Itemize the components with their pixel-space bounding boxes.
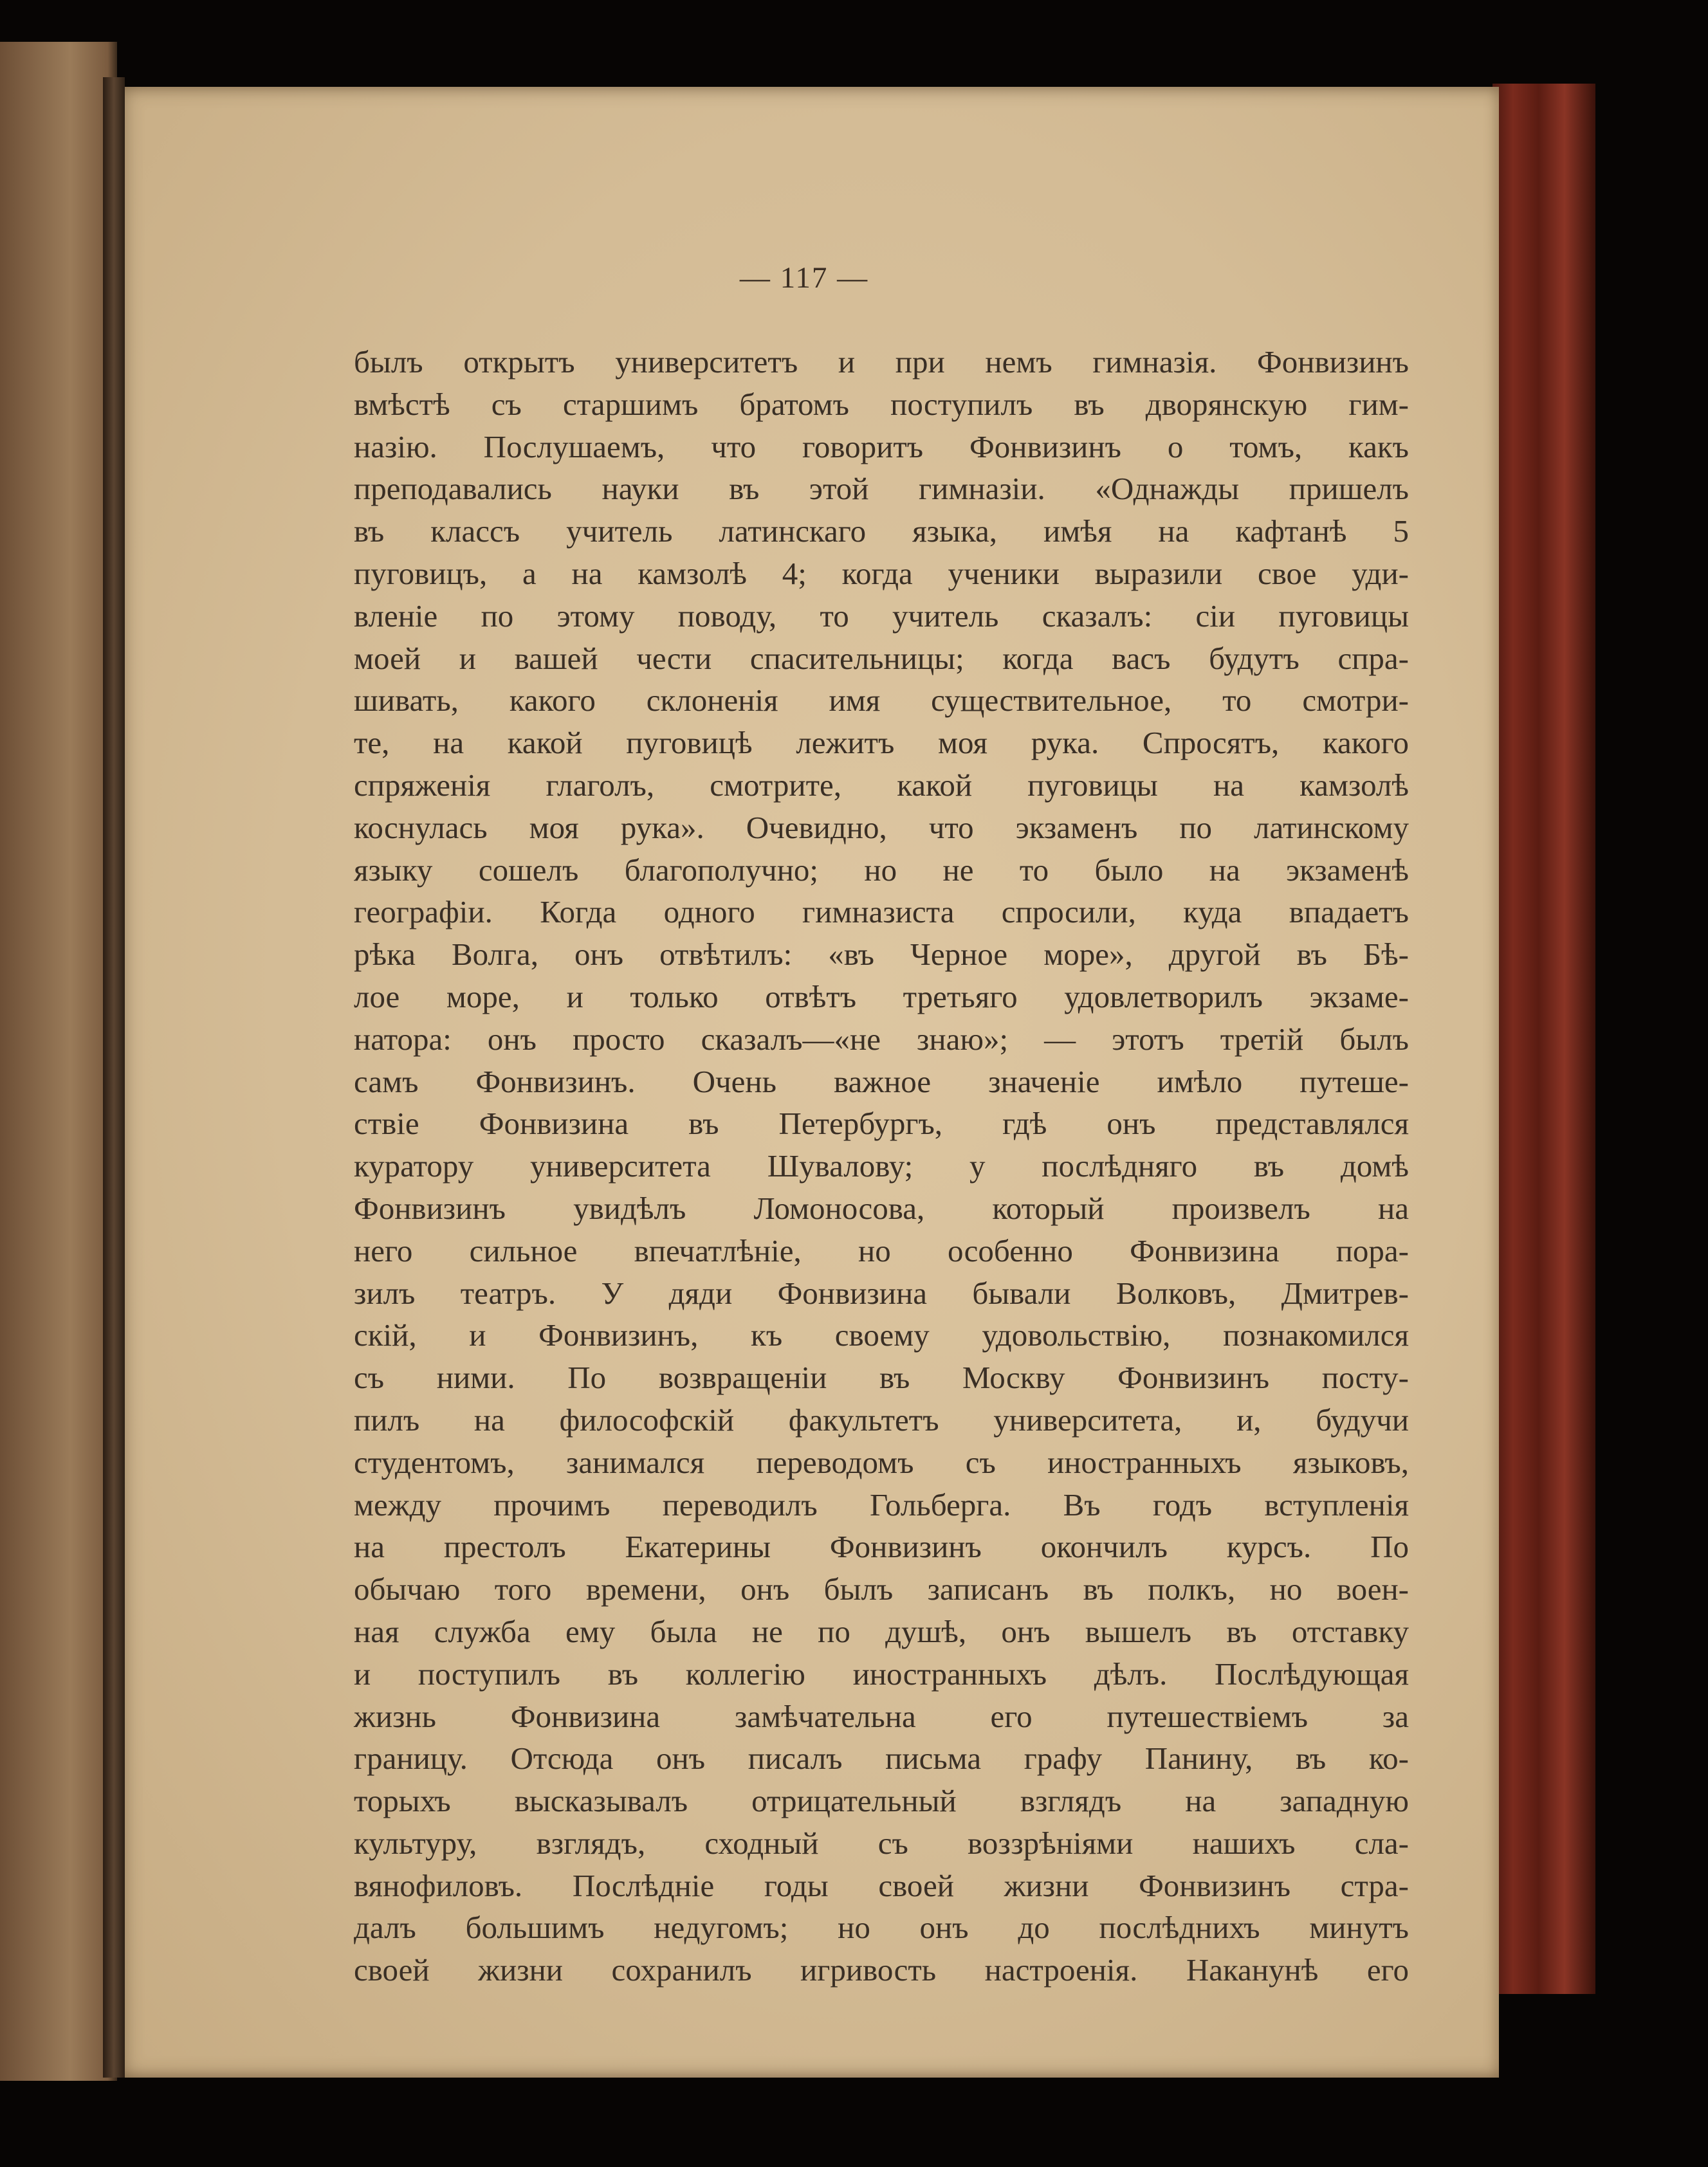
page-number: — 117 — [739,261,869,295]
text-line: языку сошелъ благополучно; но не то было на экзаменѣ [354,852,1409,888]
text-line: культуру, взглядъ, сходный съ воззрѣніями нашихъ сла- [354,1825,1409,1861]
text-line: лое море, и только отвѣтъ третьяго удовлетворилъ экзаме- [354,978,1409,1014]
text-line: своей жизни сохранилъ игривость настроенія. Наканунѣ его [354,1952,1409,1988]
text-line: торыхъ высказывалъ отрицательный взглядъ на западную [354,1783,1409,1819]
page-body-text [354,341,1409,1991]
text-line: коснулась моя рука». Очевидно, что экзаменъ по латинскому [354,809,1409,845]
text-line: скій, и Фонвизинъ, къ своему удовольствію, познакомился [354,1317,1409,1353]
text-line: самъ Фонвизинъ. Очень важное значеніе имѣло путеше- [354,1063,1409,1099]
book-page [109,87,1499,2078]
text-line: Фонвизинъ увидѣлъ Ломоносова, который произвелъ на [354,1190,1409,1226]
text-line: на престолъ Екатерины Фонвизинъ окончилъ курсъ. По [354,1529,1409,1565]
text-line: обычаю того времени, онъ былъ записанъ въ полкъ, но воен- [354,1571,1409,1607]
text-line: пуговицъ, а на камзолѣ 4; когда ученики выразили свое уди- [354,555,1409,591]
text-line: между прочимъ переводилъ Гольберга. Въ годъ вступленія [354,1486,1409,1522]
text-line: те, на какой пуговицѣ лежитъ моя рука. Спросятъ, какого [354,725,1409,761]
text-line: съ ними. По возвращеніи въ Москву Фонвизинъ посту- [354,1360,1409,1396]
text-line: натора: онъ просто сказалъ—«не знаю»; — этотъ третій былъ [354,1021,1409,1057]
text-line: зилъ театръ. У дяди Фонвизина бывали Волковъ, Дмитрев- [354,1275,1409,1311]
text-line: и поступилъ въ коллегію иностранныхъ дѣлъ. Послѣдующая [354,1656,1409,1692]
text-line: жизнь Фонвизина замѣчательна его путешествіемъ за [354,1698,1409,1734]
text-line: вленіе по этому поводу, то учитель сказалъ: сіи пуговицы [354,598,1409,634]
text-line: ствіе Фонвизина въ Петербургъ, гдѣ онъ представлялся [354,1106,1409,1142]
text-line: спряженія глаголъ, смотрите, какой пуговицы на камзолѣ [354,767,1409,803]
text-line: студентомъ, занимался переводомъ съ иностранныхъ языковъ, [354,1444,1409,1480]
text-line: далъ большимъ недугомъ; но онъ до послѣднихъ минутъ [354,1910,1409,1946]
text-line: вмѣстѣ съ старшимъ братомъ поступилъ въ дворянскую гим- [354,386,1409,422]
book-cover-edge [1492,84,1595,1994]
text-line: назію. Послушаемъ, что говоритъ Фонвизинъ о томъ, какъ [354,428,1409,464]
text-line: куратору университета Шувалову; у послѣдняго въ домѣ [354,1148,1409,1184]
text-line: въ классъ учитель латинскаго языка, имѣя на кафтанѣ 5 [354,513,1409,549]
text-line: пилъ на философскій факультетъ университета, и, будучи [354,1402,1409,1438]
book-gutter [103,77,125,2078]
text-line: ная служба ему была не по душѣ, онъ вышелъ въ отставку [354,1613,1409,1649]
text-line: шивать, какого склоненія имя существительное, то смотри- [354,682,1409,718]
text-line: былъ открытъ университетъ и при немъ гимназія. Фонвизинъ [354,344,1409,379]
text-line: преподавались науки въ этой гимназіи. «Однажды пришелъ [354,471,1409,507]
text-line: моей и вашей чести спасительницы; когда васъ будутъ спра- [354,640,1409,676]
text-line: него сильное впечатлѣніе, но особенно Фонвизина пора- [354,1232,1409,1268]
text-line: границу. Отсюда онъ писалъ письма графу Панину, въ ко- [354,1741,1409,1777]
text-line: вянофиловъ. Послѣдніе годы своей жизни Фонвизинъ стра- [354,1867,1409,1903]
text-line: географіи. Когда одного гимназиста спросили, куда впадаетъ [354,894,1409,930]
left-page-edge [0,42,117,2081]
text-line: рѣка Волга, онъ отвѣтилъ: «въ Черное море», другой въ Бѣ- [354,937,1409,973]
